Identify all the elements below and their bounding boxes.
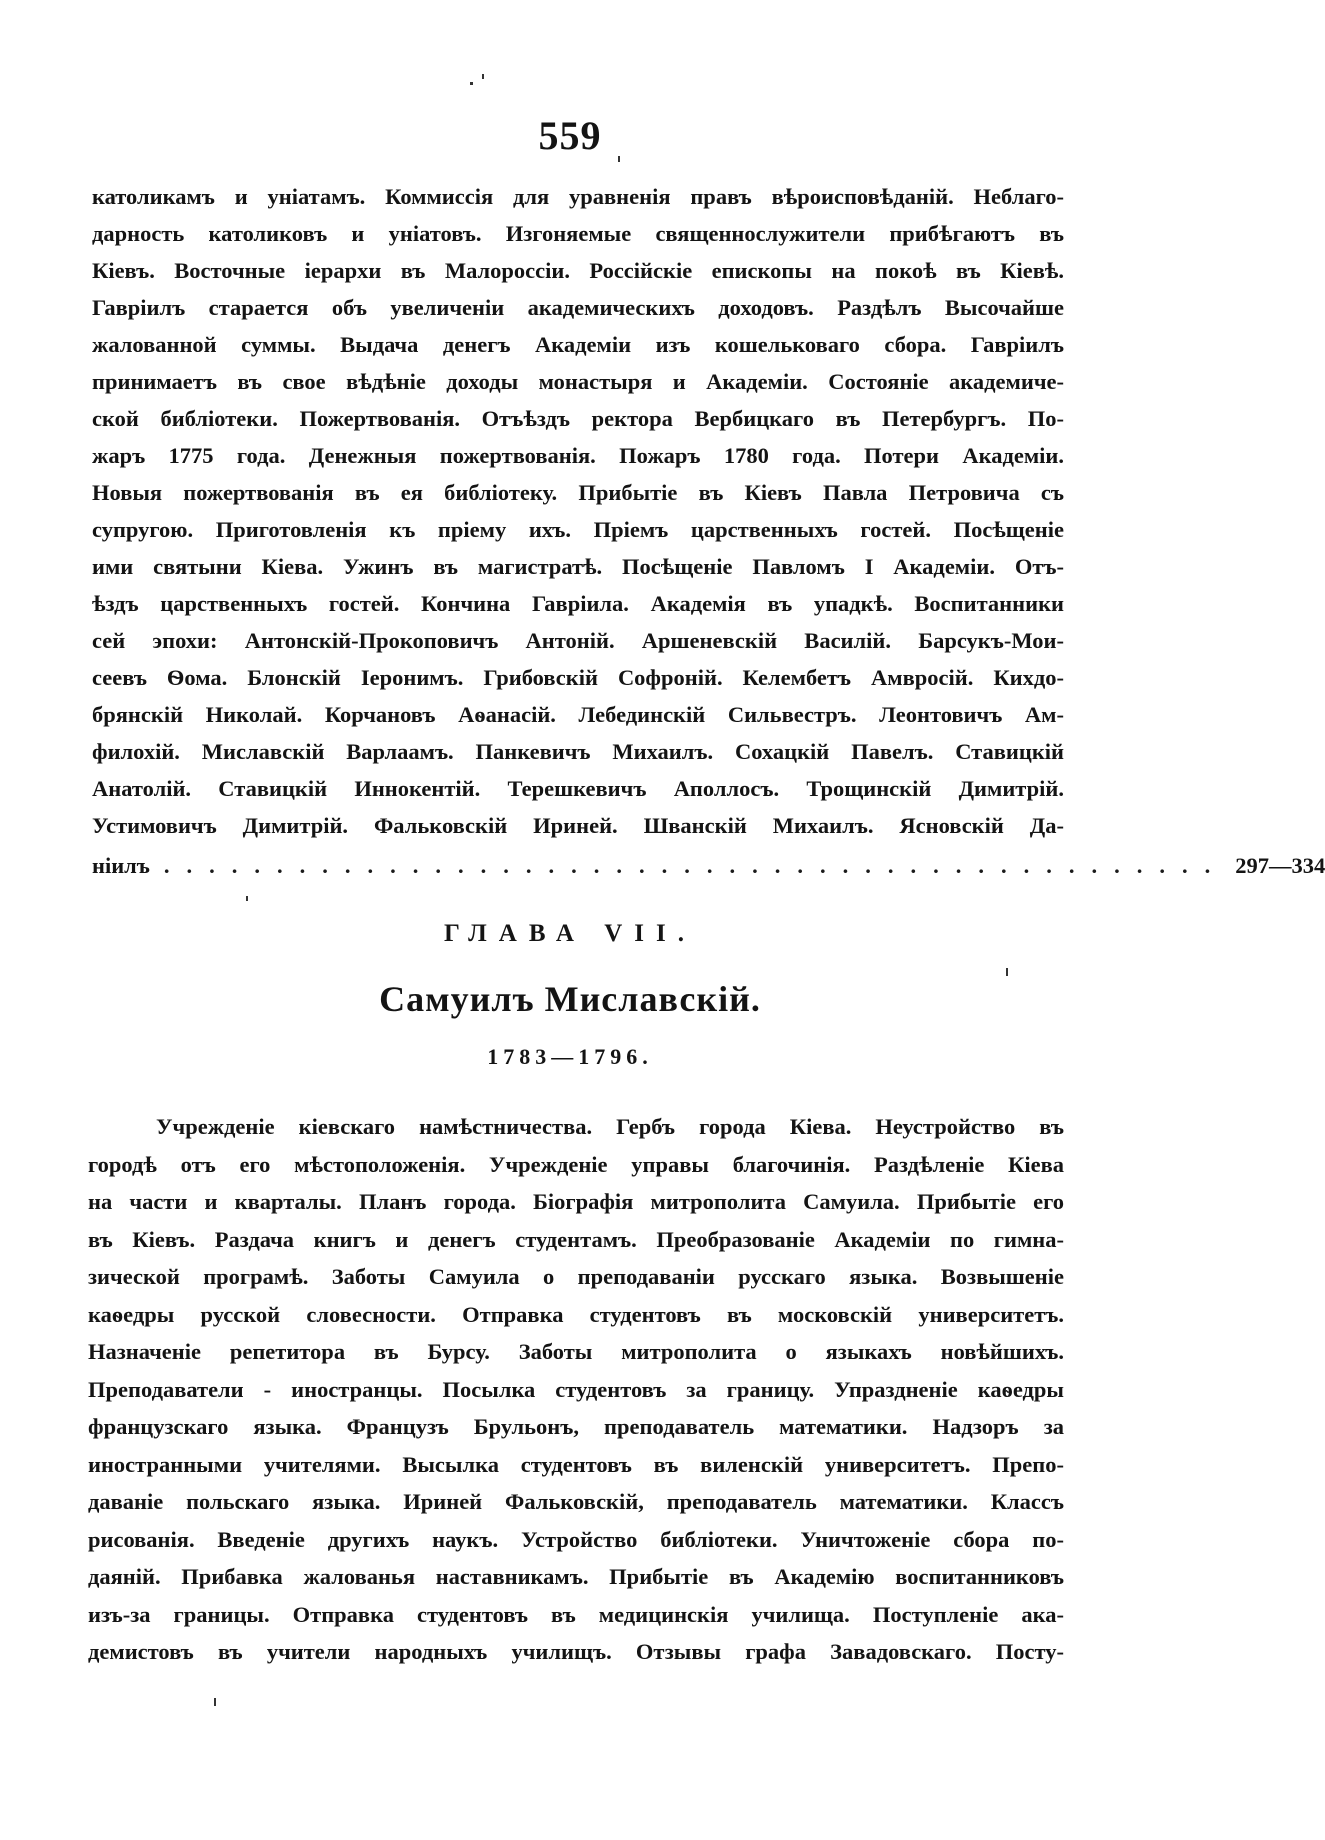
summary-line: Устимовичъ Димитрій. Фальковскій Ириней. Шванскій Михаилъ. Ясновскій Да- (92, 813, 1064, 838)
chapter-summary-line: рисованія. Введеніе другихъ наукъ. Устройство библіотеки. Уничтоженіе сбора по- (88, 1526, 1064, 1552)
page-number: 559 (538, 113, 602, 158)
chapter-summary-line: Назначеніе репетитора въ Бурсу. Заботы митрополита о языкахъ новѣйшихъ. (88, 1339, 1064, 1364)
chapter-summary-line: иностранными учителями. Высылка студентовъ въ виленскій университетъ. Препо- (88, 1451, 1064, 1477)
summary-line: дарность католиковъ и уніатовъ. Изгоняемые священнослужители прибѣгаютъ въ (92, 221, 1064, 246)
scan-speck (1006, 968, 1008, 976)
toc-page-range: 297—334 (1235, 853, 1325, 878)
summary-line: Кіевъ. Восточные іерархи въ Малороссіи. Россійскіе епископы на покоѣ въ Кіевѣ. (92, 258, 1064, 283)
chapter-summary (88, 1108, 1064, 1671)
chapter-summary-line: городѣ отъ его мѣстоположенія. Учрежденіе управы благочинія. Раздѣленіе Кіева (88, 1151, 1064, 1177)
chapter-years: 1783—1796. (487, 1044, 653, 1069)
chapter-summary-line: Учрежденіе кіевскаго намѣстничества. Гербъ города Кіева. Неустройство въ (156, 1114, 1064, 1139)
chapter-summary-line: демистовъ въ учители народныхъ училищъ. Отзывы графа Завадовскаго. Посту- (88, 1639, 1064, 1664)
chapter-summary-line: въ Кіевъ. Раздача книгъ и денегъ студентамъ. Преобразованіе Академіи по гимна- (88, 1226, 1064, 1252)
summary-line: филохій. Миславскій Варлаамъ. Панкевичъ Михаилъ. Сохацкій Павелъ. Ставицкій (92, 739, 1064, 764)
chapter-summary-line: зической програмѣ. Заботы Самуила о преподаваніи русскаго языка. Возвышеніе (88, 1264, 1064, 1289)
chapter-summary-line: даяній. Прибавка жалованья наставникамъ. Прибытіе въ Академію воспитанниковъ (88, 1564, 1064, 1589)
chapter-title: Самуилъ Миславскій. (379, 979, 761, 1019)
scan-speck (470, 82, 473, 85)
summary-line: жалованной суммы. Выдача денегъ Академіи изъ кошельковаго сбора. Гавріилъ (92, 332, 1064, 357)
summary-line: сей эпохи: Антонскій-Прокоповичъ Антоній. Аршеневскій Василій. Барсукъ-Мои- (92, 628, 1064, 653)
toc-entry-line (92, 847, 1325, 884)
summary-line: жаръ 1775 года. Денежныя пожертвованія. Пожаръ 1780 года. Потери Академіи. (92, 443, 1064, 468)
scan-speck (246, 896, 248, 901)
toc-last-word: ніилъ (92, 853, 150, 878)
chapter-summary-line: Преподаватели - иностранцы. Посылка студентовъ за границу. Упраздненіе каѳедры (88, 1376, 1064, 1402)
summary-line: Гавріилъ старается объ увеличеніи академическихъ доходовъ. Раздѣлъ Высочайше (92, 295, 1064, 320)
summary-line: Новыя пожертвованія въ ея библіотеку. Прибытіе въ Кіевъ Павла Петровича съ (92, 480, 1064, 505)
previous-chapter-summary (92, 178, 1064, 844)
chapter-summary-line: изъ-за границы. Отправка студентовъ въ медицинскія училища. Поступленіе ака- (88, 1601, 1064, 1627)
summary-line: супругою. Приготовленія къ пріему ихъ. Пріемъ царственныхъ гостей. Посѣщеніе (92, 517, 1064, 542)
chapter-label: ГЛАВА VII. (444, 920, 696, 947)
summary-line: принимаетъ въ свое вѣдѣніе доходы монастыря и Академіи. Состояніе академиче- (92, 369, 1064, 394)
chapter-summary-line: даваніе польскаго языка. Ириней Фальковскій, преподаватель математики. Классъ (88, 1489, 1064, 1514)
chapter-summary-line: на части и кварталы. Планъ города. Біографія митрополита Самуила. Прибытіе его (88, 1189, 1064, 1214)
summary-line: ѣздъ царственныхъ гостей. Кончина Гавріила. Академія въ упадкѣ. Воспитанники (92, 591, 1064, 616)
summary-line: ской библіотеки. Пожертвованія. Отъѣздъ ректора Вербицкаго въ Петербургъ. По- (92, 406, 1064, 431)
toc-dot-leader: ............................................... (163, 853, 1228, 878)
summary-line: католикамъ и уніатамъ. Коммиссія для уравненія правъ вѣроисповѣданій. Неблаго- (92, 184, 1064, 209)
chapter-summary-line: каѳедры русской словесности. Отправка студентовъ въ московскій университетъ. (88, 1301, 1064, 1327)
chapter-summary-line: французскаго языка. Французъ Брульонъ, преподаватель математики. Надзоръ за (88, 1414, 1064, 1439)
summary-line: Анатолій. Ставицкій Иннокентій. Терешкевичъ Аполлосъ. Трощинскій Димитрій. (92, 776, 1064, 801)
summary-line: сеевъ Ѳома. Блонскій Іеронимъ. Грибовскій Софроній. Келембетъ Амвросій. Кихдо- (92, 665, 1064, 690)
scan-speck (214, 1698, 216, 1706)
summary-line: брянскій Николай. Корчановъ Аѳанасій. Лебединскій Сильвестръ. Леонтовичъ Ам- (92, 702, 1064, 727)
summary-line: ими святыни Кіева. Ужинъ въ магистратѣ. Посѣщеніе Павломъ I Академіи. Отъ- (92, 554, 1064, 579)
scan-speck (482, 74, 484, 79)
